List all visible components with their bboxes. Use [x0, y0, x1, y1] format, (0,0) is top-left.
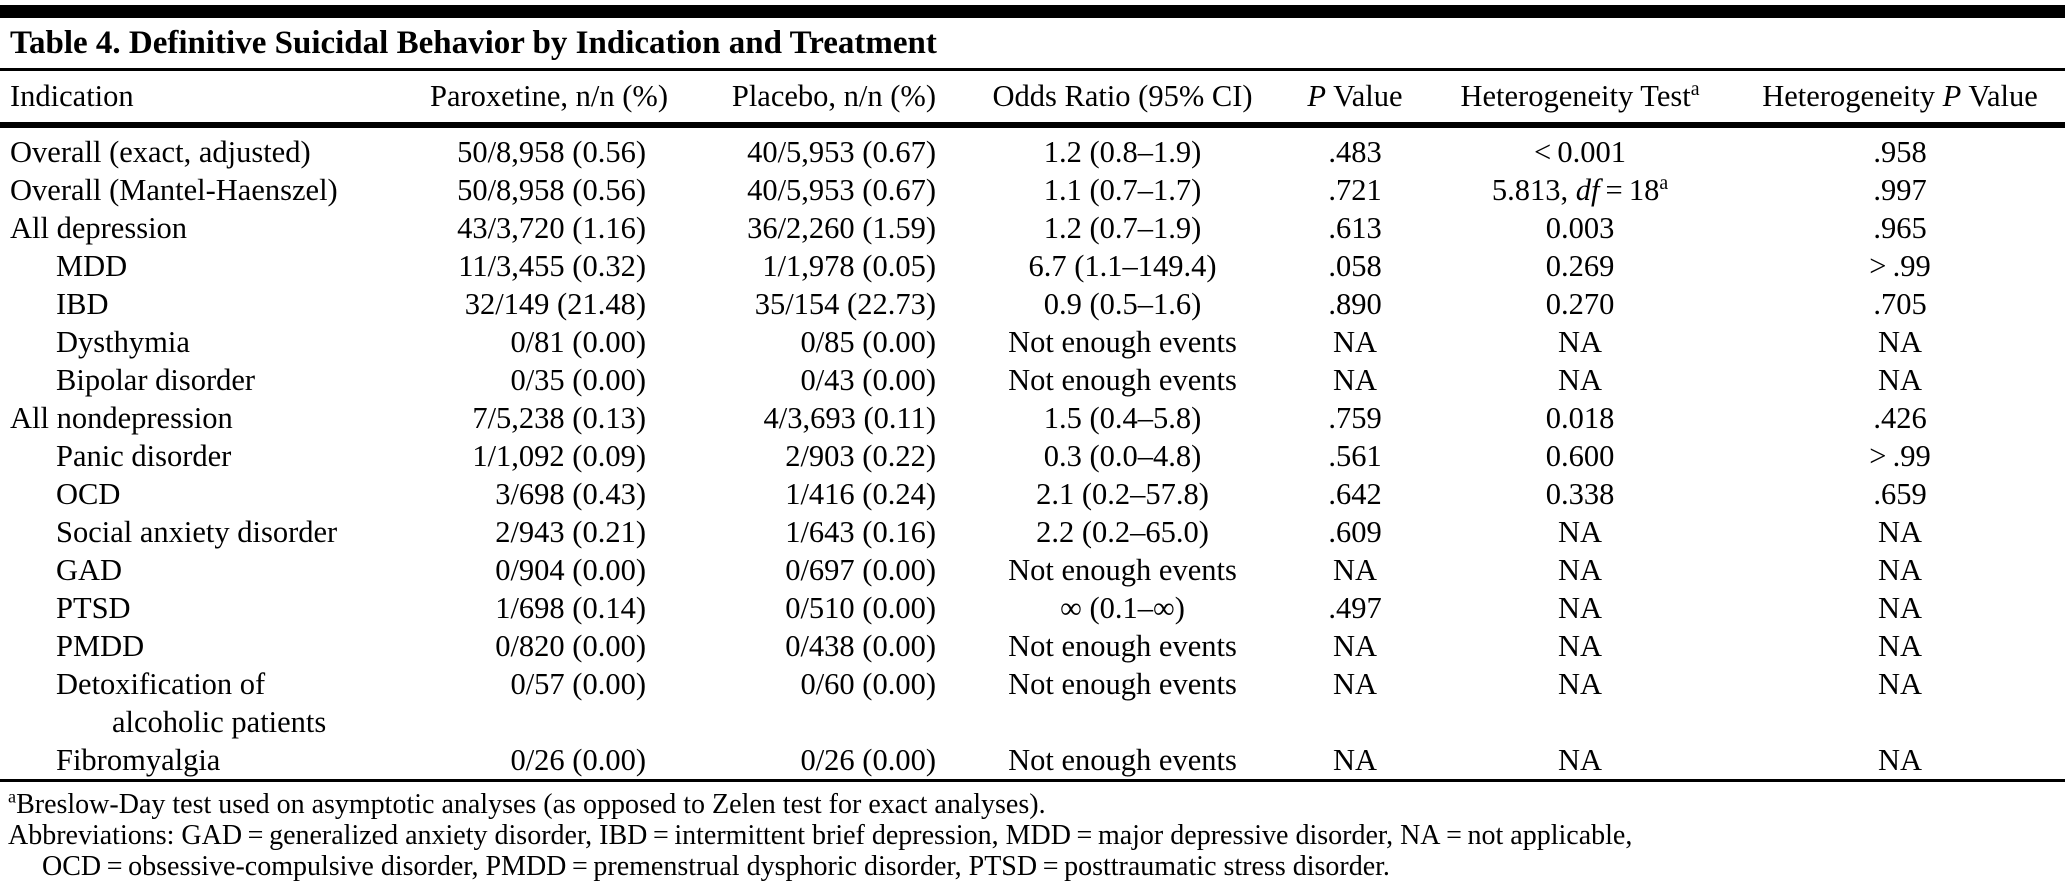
cell-paroxetine: 0/57 (0.00): [510, 667, 646, 701]
cell-placebo: 1/643 (0.16): [785, 515, 936, 549]
cell-paroxetine: 0/81 (0.00): [510, 325, 646, 359]
indication-label: Dysthymia: [56, 325, 190, 359]
table-row: [0, 361, 2065, 399]
cell-p-value: .890: [1328, 287, 1382, 321]
cell-indication: [0, 323, 430, 361]
cell-p-value: .058: [1328, 249, 1382, 283]
cell-placebo: 0/510 (0.00): [785, 591, 936, 625]
cell-heterogeneity-test: 0.270: [1545, 287, 1615, 321]
indication-label: PMDD: [56, 629, 145, 663]
table-row: [0, 551, 2065, 589]
cell-p-value: .613: [1328, 211, 1382, 245]
cell-paroxetine: 32/149 (21.48): [464, 287, 646, 321]
cell-heterogeneity-test: 0.338: [1545, 477, 1615, 511]
cell-indication: [0, 125, 430, 171]
cell-p-value: NA: [1332, 363, 1378, 397]
table-row: [0, 665, 2065, 741]
column-header-heterogeneity-test: Heterogeneity Test$^a$: [1425, 71, 1735, 125]
cell-heterogeneity-p-value: .997: [1873, 173, 1927, 207]
column-header-p-value: P Value: [1285, 71, 1425, 125]
cell-placebo: 36/2,260 (1.59): [747, 211, 936, 245]
indication-label: alcoholic patients: [112, 705, 327, 739]
indication-label: IBD: [56, 287, 109, 321]
cell-heterogeneity-p-value: NA: [1877, 591, 1923, 625]
cell-paroxetine: 0/26 (0.00): [510, 743, 646, 777]
cell-heterogeneity-p-value: NA: [1877, 515, 1923, 549]
indication-label: OCD: [56, 477, 121, 511]
cell-odds-ratio: Not enough events: [1008, 553, 1237, 587]
cell-heterogeneity-p-value: .426: [1873, 401, 1927, 435]
cell-heterogeneity-p-value: > .99: [1869, 439, 1931, 473]
cell-heterogeneity-test: NA: [1557, 515, 1603, 549]
footnote: Abbreviations: GAD = generalized anxiety disorder, IBD = intermittent brief depression, MDD = major depressive disorder, NA = not applicable,: [8, 820, 1633, 851]
indication-label: All nondepression: [10, 401, 233, 435]
cell-paroxetine: 0/820 (0.00): [495, 629, 646, 663]
cell-odds-ratio: 0.3 (0.0–4.8): [1043, 439, 1202, 473]
cell-paroxetine: 0/35 (0.00): [510, 363, 646, 397]
cell-placebo: 0/438 (0.00): [785, 629, 936, 663]
column-header-placebo: Placebo, n/n (%): [670, 71, 960, 125]
table-row: [0, 209, 2065, 247]
cell-indication: [0, 665, 430, 741]
cell-odds-ratio: Not enough events: [1008, 629, 1237, 663]
footnote: OCD = obsessive-compulsive disorder, PMDD = premenstrual dysphoric disorder, PTSD = posttraumatic stress disorder.: [42, 851, 1390, 882]
cell-placebo: 40/5,953 (0.67): [747, 135, 936, 169]
cell-paroxetine: 1/1,092 (0.09): [472, 439, 646, 473]
cell-odds-ratio: 1.2 (0.8–1.9): [1043, 135, 1202, 169]
indication-label: MDD: [56, 249, 128, 283]
cell-heterogeneity-test: NA: [1557, 629, 1603, 663]
table-row: [0, 323, 2065, 361]
cell-heterogeneity-test: NA: [1557, 325, 1603, 359]
indication-label: Bipolar disorder: [56, 363, 256, 397]
cell-p-value: .609: [1328, 515, 1382, 549]
cell-odds-ratio: Not enough events: [1008, 667, 1237, 701]
cell-heterogeneity-test: 0.018: [1545, 401, 1615, 435]
cell-odds-ratio: 1.5 (0.4–5.8): [1043, 401, 1202, 435]
column-header-odds-ratio: Odds Ratio (95% CI): [960, 71, 1285, 125]
cell-odds-ratio: 1.2 (0.7–1.9): [1043, 211, 1202, 245]
cell-odds-ratio: Not enough events: [1008, 363, 1237, 397]
cell-indication: [0, 247, 430, 285]
indication-label: GAD: [56, 553, 123, 587]
table-row: [0, 285, 2065, 323]
indication-label: Overall (exact, adjusted): [10, 135, 311, 169]
column-header-indication: Indication: [0, 71, 430, 125]
cell-indication: [0, 741, 430, 779]
cell-placebo: 1/416 (0.24): [785, 477, 936, 511]
cell-indication: [0, 171, 430, 209]
cell-placebo: 4/3,693 (0.11): [763, 401, 936, 435]
indication-label: Fibromyalgia: [56, 743, 221, 777]
cell-heterogeneity-p-value: .958: [1873, 135, 1927, 169]
cell-p-value: NA: [1332, 667, 1378, 701]
table-row: [0, 399, 2065, 437]
cell-paroxetine: 2/943 (0.21): [495, 515, 646, 549]
table-row: [0, 589, 2065, 627]
cell-paroxetine: 1/698 (0.14): [495, 591, 646, 625]
cell-paroxetine: 0/904 (0.00): [495, 553, 646, 587]
cell-heterogeneity-p-value: .659: [1873, 477, 1927, 511]
cell-placebo: 2/903 (0.22): [785, 439, 936, 473]
table-row: [0, 125, 2065, 171]
cell-heterogeneity-p-value: NA: [1877, 629, 1923, 663]
cell-paroxetine: 11/3,455 (0.32): [458, 249, 646, 283]
cell-heterogeneity-test: 0.269: [1545, 249, 1615, 283]
cell-indication: [0, 399, 430, 437]
footnote: $^a$Breslow-Day test used on asymptotic analyses (as opposed to Zelen test for exact analyses).: [8, 786, 1046, 820]
table-row: [0, 437, 2065, 475]
cell-p-value: .759: [1328, 401, 1382, 435]
cell-p-value: NA: [1332, 325, 1378, 359]
cell-odds-ratio: Not enough events: [1008, 325, 1237, 359]
cell-placebo: 0/60 (0.00): [800, 667, 936, 701]
cell-placebo: 0/85 (0.00): [800, 325, 936, 359]
cell-odds-ratio: 1.1 (0.7–1.7): [1043, 173, 1202, 207]
table-row: [0, 513, 2065, 551]
cell-heterogeneity-test: NA: [1557, 591, 1603, 625]
cell-p-value: .721: [1328, 173, 1382, 207]
cell-placebo: 0/697 (0.00): [785, 553, 936, 587]
footnotes: [0, 782, 2065, 888]
cell-paroxetine: 3/698 (0.43): [495, 477, 646, 511]
cell-heterogeneity-test: NA: [1557, 743, 1603, 777]
table-row: [0, 171, 2065, 209]
cell-placebo: 40/5,953 (0.67): [747, 173, 936, 207]
cell-placebo: 0/26 (0.00): [800, 743, 936, 777]
cell-odds-ratio: ∞ (0.1–∞): [1060, 591, 1185, 625]
cell-indication: [0, 285, 430, 323]
cell-heterogeneity-p-value: NA: [1877, 743, 1923, 777]
cell-odds-ratio: 2.2 (0.2–65.0): [1036, 515, 1209, 549]
column-header-heterogeneity-p-value: Heterogeneity P Value: [1735, 71, 2065, 125]
cell-heterogeneity-p-value: > .99: [1869, 249, 1931, 283]
cell-heterogeneity-p-value: NA: [1877, 667, 1923, 701]
cell-heterogeneity-test: NA: [1557, 667, 1603, 701]
cell-indication: [0, 361, 430, 399]
cell-paroxetine: 50/8,958 (0.56): [457, 173, 646, 207]
cell-placebo: 35/154 (22.73): [754, 287, 936, 321]
cell-heterogeneity-p-value: .705: [1873, 287, 1927, 321]
cell-placebo: 0/43 (0.00): [800, 363, 936, 397]
cell-heterogeneity-p-value: NA: [1877, 553, 1923, 587]
cell-odds-ratio: 6.7 (1.1–149.4): [1028, 249, 1217, 283]
table-header: [0, 71, 2065, 125]
cell-paroxetine: 7/5,238 (0.13): [472, 401, 646, 435]
cell-p-value: NA: [1332, 743, 1378, 777]
indication-label: Overall (Mantel-Haenszel): [10, 173, 338, 207]
indication-label: PTSD: [56, 591, 131, 625]
top-rule: [0, 5, 2065, 18]
cell-p-value: .497: [1328, 591, 1382, 625]
table-row: [0, 475, 2065, 513]
cell-odds-ratio: Not enough events: [1008, 743, 1237, 777]
cell-p-value: NA: [1332, 629, 1378, 663]
column-header-paroxetine: Paroxetine, n/n (%): [430, 71, 670, 125]
cell-placebo: 1/1,978 (0.05): [762, 249, 936, 283]
indication-label: Panic disorder: [56, 439, 232, 473]
table-title: Table 4. Definitive Suicidal Behavior by Indication and Treatment: [10, 25, 937, 61]
cell-p-value: .642: [1328, 477, 1382, 511]
cell-heterogeneity-p-value: .965: [1873, 211, 1927, 245]
cell-p-value: .483: [1328, 135, 1382, 169]
cell-heterogeneity-test: 0.600: [1545, 439, 1615, 473]
table-row: [0, 247, 2065, 285]
cell-indication: [0, 589, 430, 627]
cell-heterogeneity-test: 5.813, df = $18^a$: [1491, 171, 1669, 207]
table-body: [0, 125, 2065, 779]
cell-indication: [0, 551, 430, 589]
cell-heterogeneity-test: NA: [1557, 363, 1603, 397]
cell-heterogeneity-p-value: NA: [1877, 363, 1923, 397]
cell-indication: [0, 627, 430, 665]
indication-label: Social anxiety disorder: [56, 515, 338, 549]
header-row: [0, 71, 2065, 125]
cell-heterogeneity-test: < 0.001: [1534, 135, 1626, 169]
indication-label: Detoxification of: [56, 667, 266, 701]
table-row: [0, 741, 2065, 779]
data-table: [0, 71, 2065, 779]
cell-indication: [0, 513, 430, 551]
cell-heterogeneity-test: 0.003: [1545, 211, 1615, 245]
table-row: [0, 627, 2065, 665]
cell-p-value: .561: [1328, 439, 1382, 473]
cell-odds-ratio: 0.9 (0.5–1.6): [1043, 287, 1202, 321]
cell-paroxetine: 50/8,958 (0.56): [457, 135, 646, 169]
cell-indication: [0, 475, 430, 513]
cell-heterogeneity-test: NA: [1557, 553, 1603, 587]
cell-indication: [0, 437, 430, 475]
cell-odds-ratio: 2.1 (0.2–57.8): [1036, 477, 1209, 511]
cell-paroxetine: 43/3,720 (1.16): [457, 211, 646, 245]
cell-heterogeneity-p-value: NA: [1877, 325, 1923, 359]
cell-p-value: NA: [1332, 553, 1378, 587]
cell-indication: [0, 209, 430, 247]
indication-label: All depression: [10, 211, 188, 245]
